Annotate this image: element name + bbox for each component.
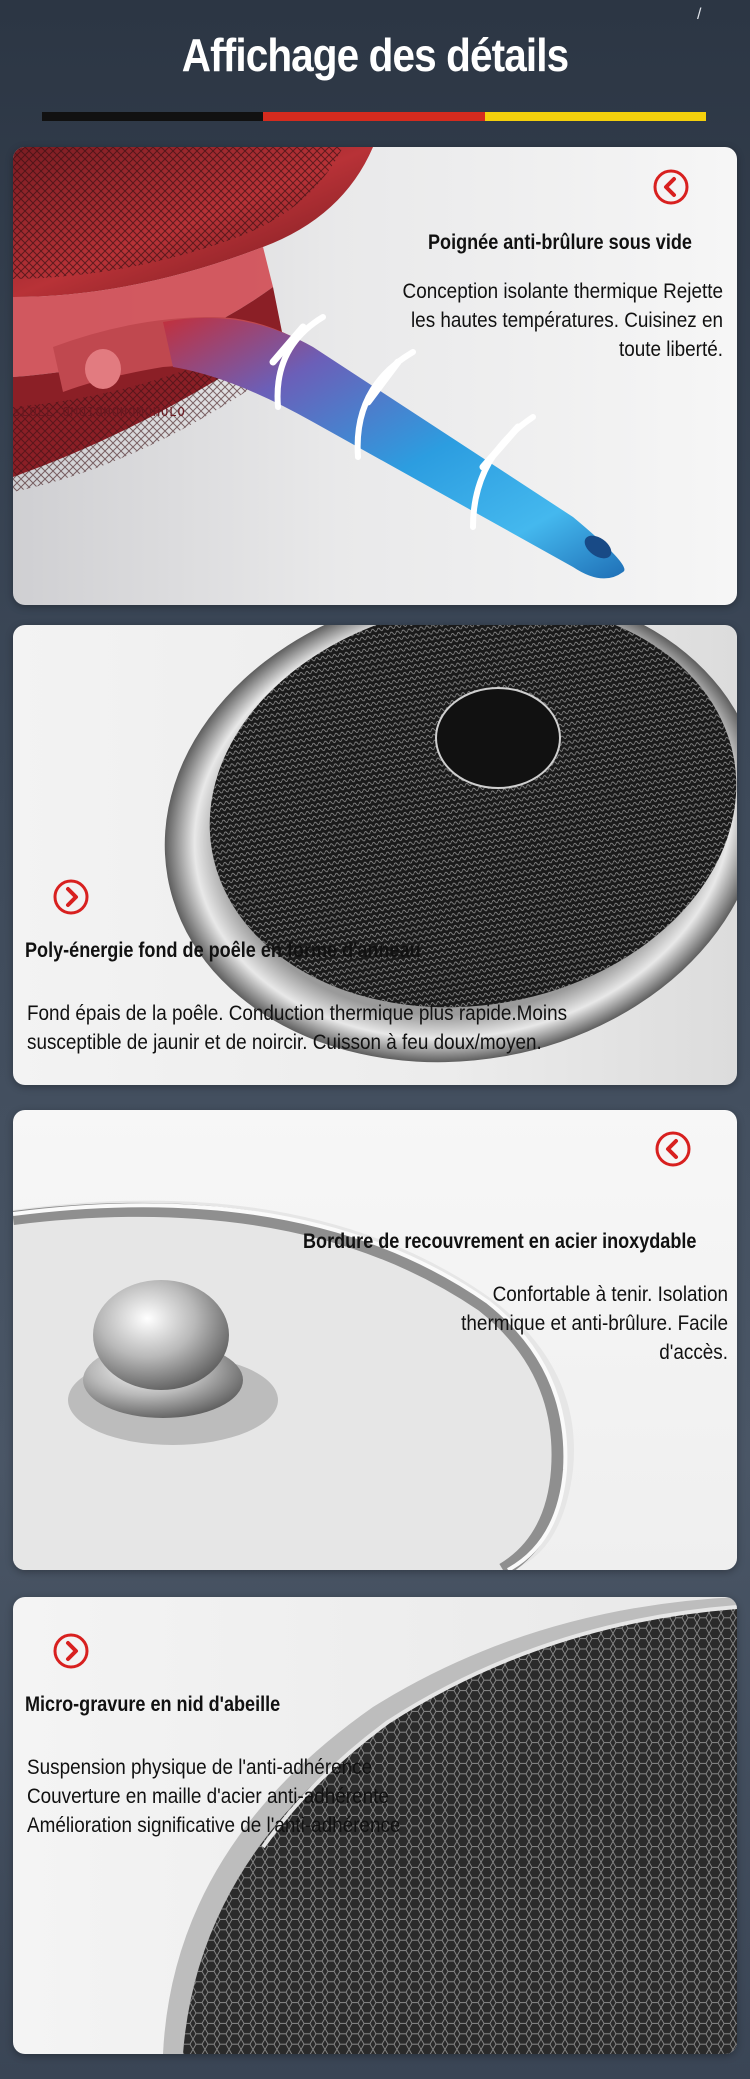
flag-stripe-black bbox=[42, 112, 263, 121]
feature-title: Bordure de recouvrement en acier inoxydable bbox=[303, 1230, 697, 1253]
feature-description bbox=[27, 999, 657, 1057]
engraved-text: sLOLL-OMOIOHOHOMOHOLO bbox=[13, 405, 186, 419]
feature-description-line: susceptible de jaunir et de noircir. Cuisson à feu doux/moyen. bbox=[27, 1031, 542, 1054]
feature-card-bottom bbox=[13, 625, 737, 1085]
chevron-right-circle-icon bbox=[52, 1632, 90, 1670]
feature-description-line: Suspension physique de l'anti-adhérence bbox=[27, 1756, 373, 1779]
feature-description-line: thermique et anti-brûlure. Facile bbox=[461, 1312, 728, 1335]
feature-description bbox=[381, 277, 723, 364]
page-header bbox=[0, 0, 750, 130]
chevron-left-circle-icon bbox=[654, 1130, 692, 1168]
feature-description-line: Conception isolante thermique Rejette bbox=[402, 280, 723, 303]
feature-description-line: Amélioration significative de l'anti-adhérence bbox=[27, 1814, 401, 1837]
pan-handle-image bbox=[13, 147, 737, 605]
feature-card-honeycomb bbox=[13, 1597, 737, 2054]
feature-card-lid bbox=[13, 1110, 737, 1570]
feature-description-line: d'accès. bbox=[659, 1341, 728, 1364]
feature-title: Micro-gravure en nid d'abeille bbox=[25, 1693, 281, 1716]
feature-description-line: les hautes températures. Cuisinez en bbox=[410, 309, 723, 332]
chevron-right-circle-icon bbox=[52, 878, 90, 916]
feature-description bbox=[27, 1753, 531, 1840]
chevron-left-circle-icon bbox=[652, 168, 690, 206]
flag-stripe-red bbox=[263, 112, 484, 121]
feature-title: Poly-énergie fond de poêle en forme d'anneau bbox=[25, 939, 421, 962]
feature-description-line: Couverture en maille d'acier anti-adhérente bbox=[27, 1785, 389, 1808]
feature-description-line: Fond épais de la poêle. Conduction thermique plus rapide.Moins bbox=[27, 1002, 568, 1025]
feature-card-handle bbox=[13, 147, 737, 605]
corner-mark: / bbox=[697, 6, 702, 23]
feature-description-line: Confortable à tenir. Isolation bbox=[492, 1283, 728, 1306]
feature-description bbox=[427, 1280, 729, 1367]
flag-stripe-yellow bbox=[485, 112, 706, 121]
flag-stripe bbox=[42, 112, 706, 121]
page-title: Affichage des détails bbox=[181, 29, 569, 81]
feature-title: Poignée anti-brûlure sous vide bbox=[428, 231, 692, 254]
feature-description-line: toute liberté. bbox=[618, 338, 723, 361]
